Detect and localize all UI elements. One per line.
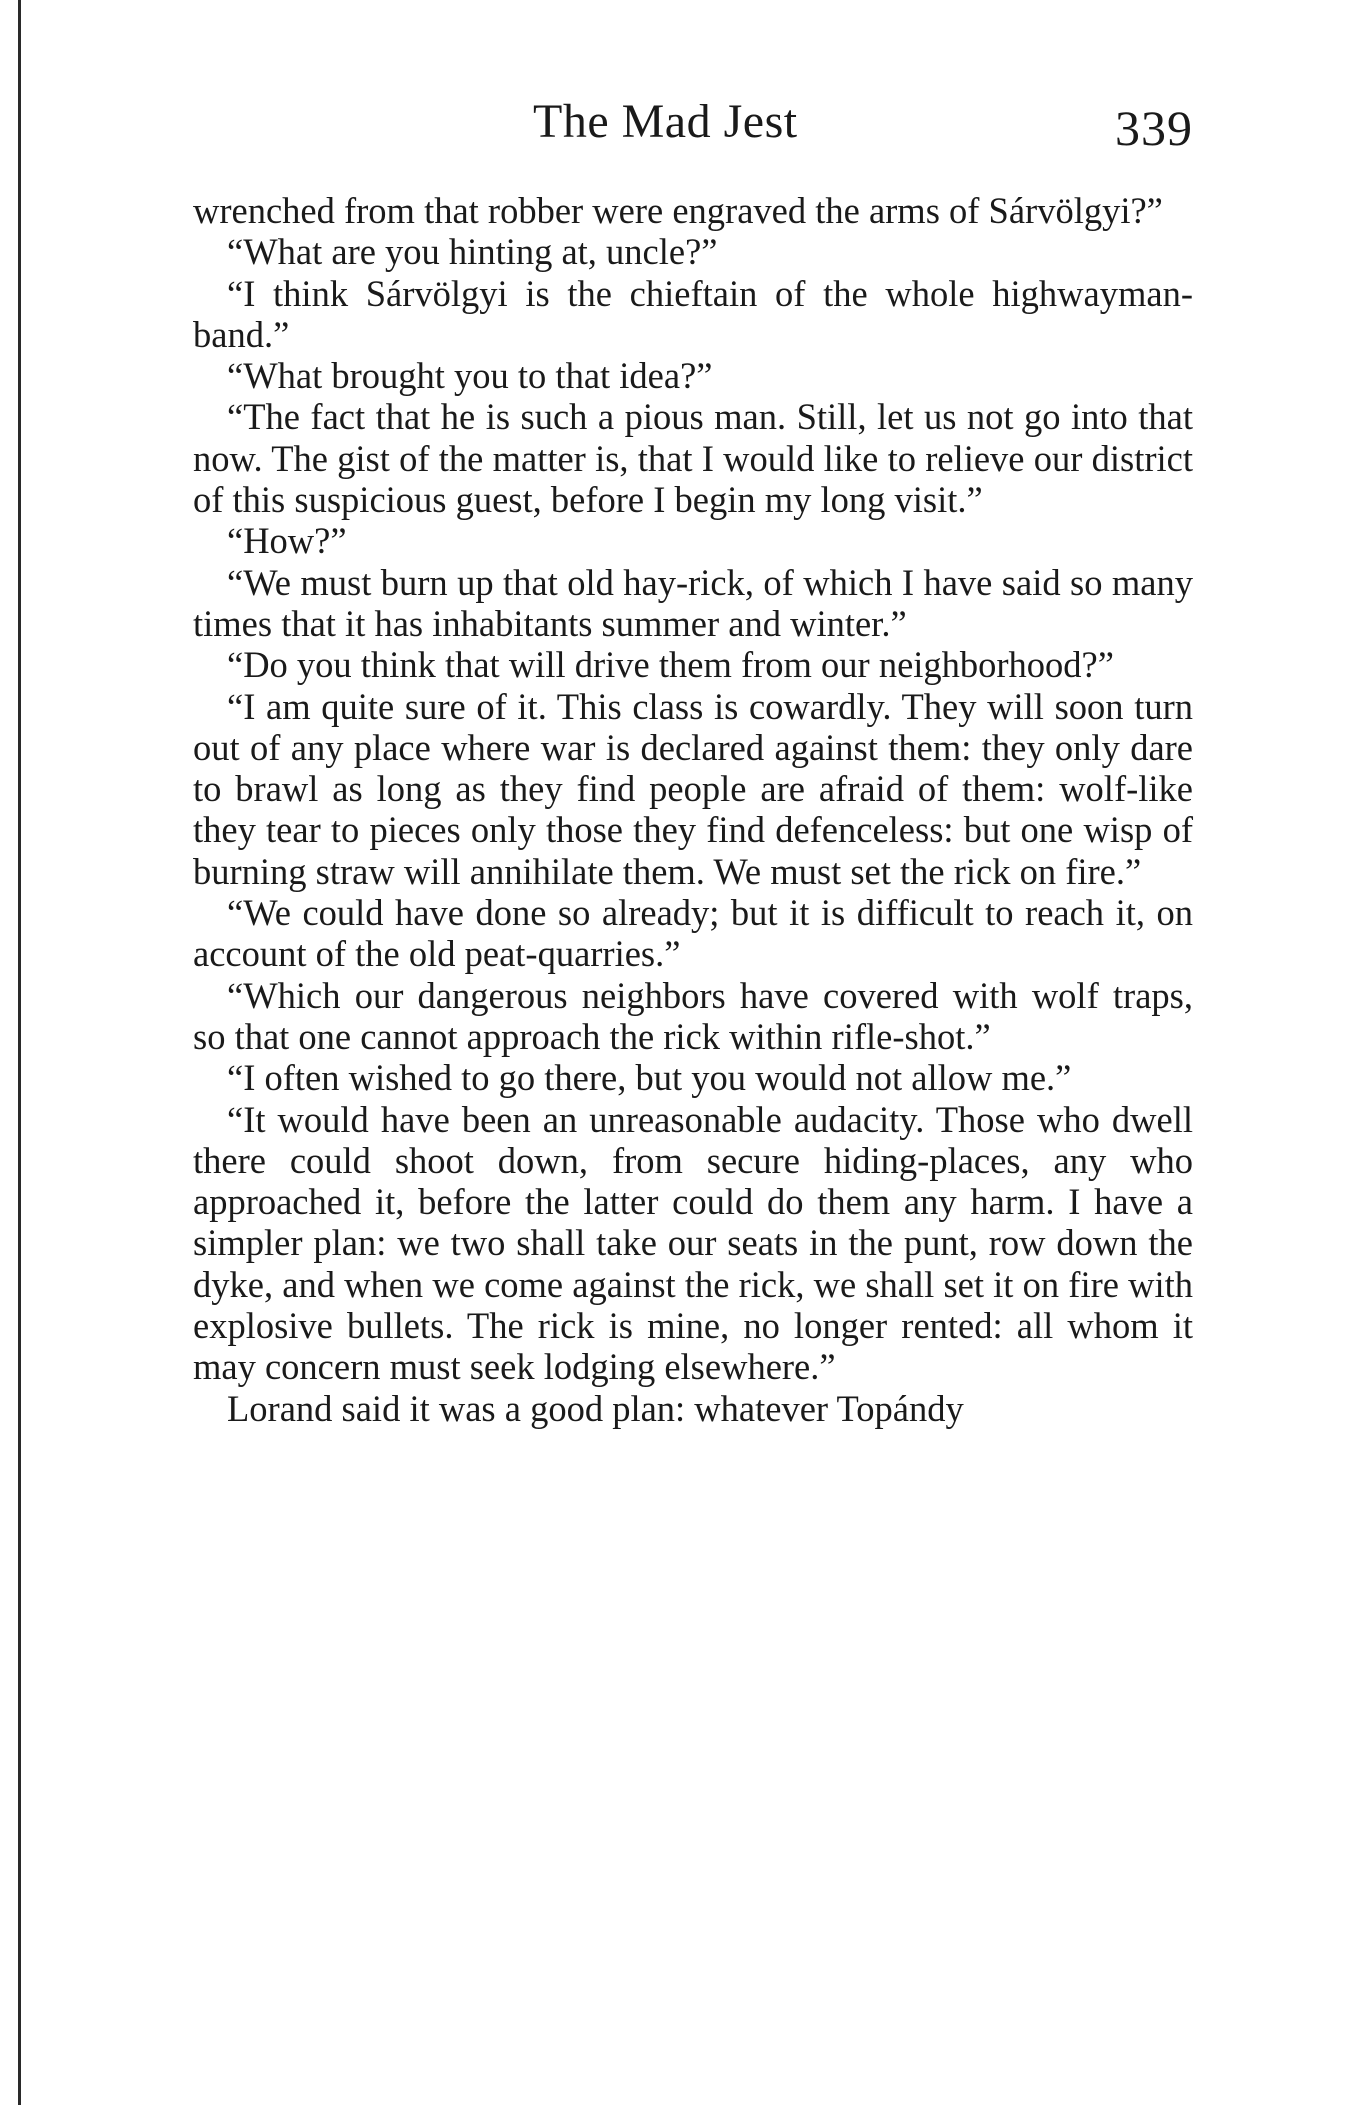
paragraph: “I am quite sure of it. This class is cowardly. They will soon turn out of any place where war is declared against them: they only dare to brawl as long as they find people are afraid of them: wolf-like they tear to pieces only those they find defenceless: but one wisp of burning straw will annihilate them. We must set the rick on fire.”	[193, 685, 1193, 892]
paragraph: “Which our dangerous neighbors have covered with wolf traps, so that one cannot approach the rick within rifle-shot.”	[193, 974, 1193, 1057]
paragraph-last: Lorand said it was a good plan: whatever Topándy	[227, 1387, 964, 1429]
body-text	[193, 190, 1193, 1429]
paragraph: “What brought you to that idea?”	[227, 355, 713, 397]
page-number: 339	[1115, 100, 1193, 156]
paragraph: “Do you think that will drive them from our neighborhood?”	[227, 644, 1114, 686]
paragraph: “We must burn up that old hay-rick, of which I have said so many times that it has inhabitants summer and winter.”	[193, 561, 1193, 644]
paragraph: “I often wished to go there, but you would not allow me.”	[227, 1057, 1072, 1099]
running-title: The Mad Jest	[533, 95, 798, 148]
paragraph-continued: wrenched from that robber were engraved the arms of Sárvölgyi?”	[193, 190, 1163, 231]
paragraph: “How?”	[227, 520, 347, 562]
paragraph: “It would have been an unreasonable audacity. Those who dwell there could shoot down, from secure hiding-places, any who approached it, before the latter could do them any harm. I have a simpler plan: we two shall take our seats in the punt, row down the dyke, and when we come against the rick, we shall set it on fire with explosive bullets. The rick is mine, no longer rented: all whom it may concern must seek lodging elsewhere.”	[193, 1098, 1193, 1388]
paragraph: “We could have done so already; but it is difficult to reach it, on account of the old peat-quarries.”	[193, 892, 1193, 975]
paragraph: “What are you hinting at, uncle?”	[227, 231, 718, 273]
paragraph: “The fact that he is such a pious man. Still, let us not go into that now. The gist of the matter is, that I would like to relieve our district of this suspicious guest, before I begin my long visit.”	[193, 396, 1193, 521]
running-header	[193, 92, 1193, 162]
binding-edge-line	[18, 0, 21, 2105]
paragraph: “I think Sárvölgyi is the chieftain of the whole highwayman-band.”	[193, 272, 1193, 355]
